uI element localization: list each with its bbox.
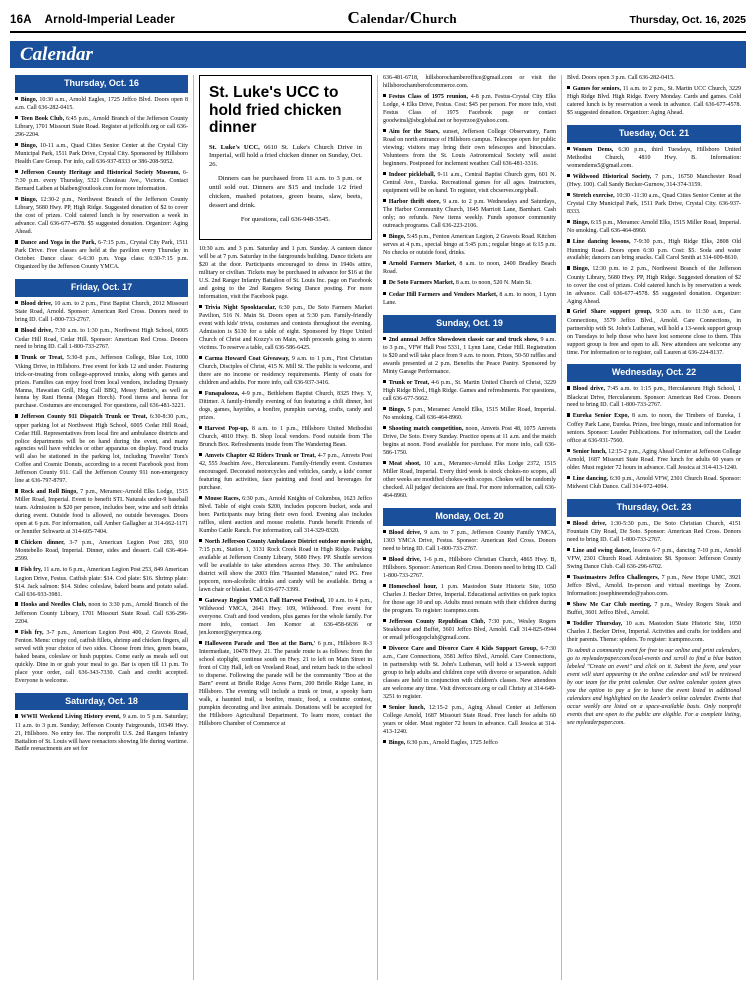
calendar-event-item <box>383 530 556 554</box>
bullet-square-icon <box>15 540 18 543</box>
bullet-square-icon <box>567 220 570 223</box>
events-list-col3-saturday <box>383 94 556 308</box>
calendar-event-item <box>15 97 188 113</box>
bullet-square-icon <box>15 567 18 570</box>
calendar-event-item <box>383 557 556 581</box>
bullet-square-icon <box>15 143 18 146</box>
event-details: 5:45 p.m., Fenton American Legion, 2 Gravois Road. Kitchen serves at 4 p.m., special bingo at 5:45 p.m.; regular bingo at 6:15 p.m. No checks or outside food, drinks. <box>383 234 556 257</box>
bullet-square-icon <box>15 97 18 100</box>
bullet-square-icon <box>199 305 202 308</box>
bullet-square-icon <box>383 407 386 410</box>
event-lead: 2nd annual Jeffco Showdown classic car and truck show, <box>388 336 539 343</box>
event-details: 6:30 p.m., De Soto Farmers Market Pavilion, 516 N. Main St. Doors open at 5:30 p.m. Family-friendly event with kids' trivia, costumes and contests throughout the evening. Admission is $130 for a table of eight. Sponsored by Hope United Church of Christ and Kozzy's on Main, with proceeds going to storm victims. To reserve a table, call 636-586-6425. <box>199 305 372 351</box>
event-lead: Homeschool hour, <box>388 584 438 591</box>
event-lead: Senior lunch, <box>572 448 607 455</box>
bullet-square-icon <box>383 646 386 649</box>
calendar-event-item <box>383 461 556 501</box>
event-lead: Trunk or Treat, <box>388 379 430 386</box>
event-lead: Line and swing dance, <box>572 547 632 554</box>
event-lead: Fish fry, <box>20 567 43 574</box>
bullet-square-icon <box>567 174 570 177</box>
event-lead: Bingo, <box>572 266 590 273</box>
calendar-event-item <box>15 630 188 686</box>
event-details: 6:30 p.m., Arnold Eagles, 1725 Jeffco <box>405 740 498 747</box>
calendar-event-item <box>199 305 372 353</box>
event-details: 7 p.m., Wesley Rogers Steak and Buffet, 3601 Jeffco Blvd., Arnold. <box>567 602 741 617</box>
calendar-event-item <box>567 521 741 545</box>
event-lead: WWII Weekend Living History event, <box>20 714 121 721</box>
bullet-square-icon <box>383 172 386 175</box>
bullet-square-icon <box>567 575 570 578</box>
calendar-event-item <box>383 619 556 643</box>
event-lead: Meat shoot, <box>388 461 421 468</box>
calendar-event-item <box>15 602 188 626</box>
event-lead: Divorce Care and Divorce Care 4 Kids Support Group, <box>388 646 538 653</box>
section-title-cap1: C <box>347 8 361 27</box>
event-lead: Line dancing lessons, <box>572 239 631 246</box>
event-details: sunset, Jefferson College Observatory, Farm Road on north entrance of Hillsboro campus. Telescope open for public viewing; visitors may bring their own telescopes and binoculars. Volunteers from the St. Louis Astronomical Society will assist beginners. Postponed for inclement weather. Call 636-481-3316. <box>383 129 556 168</box>
bullet-square-icon <box>383 337 386 340</box>
calendar-event-item <box>383 172 556 196</box>
bullet-square-icon <box>567 86 570 89</box>
bullet-square-icon <box>15 170 18 173</box>
event-lead: Bingo, <box>20 197 38 204</box>
event-lead: Bingo, <box>388 234 406 241</box>
calendar-event-item <box>383 129 556 169</box>
event-lead: Hooks and Needles Club, <box>20 602 87 609</box>
bullet-square-icon <box>383 584 386 587</box>
event-details: 9 a.m. to 7 p.m., Jefferson County Family YMCA, 1303 YMCA Drive, Festus. Sponsor: American Red Cross. Donors need to bring ID. Call 1-800-733-2767. <box>383 529 556 552</box>
day-header-thursday-23: Thursday, Oct. 23 <box>567 499 741 517</box>
column-3 <box>378 75 562 980</box>
event-details: 7 p.m., New Hope UMC, 3921 Jeffco Blvd., Arnold. In-person and virtual meetings by Zoom. Information: josephineemde@yahoo.com. <box>567 574 741 597</box>
event-lead: Blood drive, <box>572 386 605 393</box>
event-lead: Halloween Parade and 'Boo at the Barn,' <box>204 641 316 648</box>
calendar-event-item <box>15 567 188 599</box>
event-details: 12:15-2 p.m., Aging Ahead Center at Jefferson College Arnold, 1687 Missouri State Road. Free lunch for adults 60 years or older. Must register 72 hours in advance. Call Jessica at 314-413-1240. <box>567 448 741 471</box>
bullet-square-icon <box>383 280 386 283</box>
bullet-square-icon <box>383 619 386 622</box>
continued-text-col2: 10:30 a.m. and 3 p.m. Saturday and 1 p.m. Sunday. A canteen dance will be at 7 p.m. Saturday in the fairgrounds building. Dance tickets are $20 at the door. Participants encouraged to dress in 1940s attire, military or civilian. Tickets may be purchased in advance for $16 at the U.S. 2nd Ranger Infantry Battalion of St. Louis Inc. page on Facebook and going to the 2nd Rangers Swing Dance posting. For more information, visit the Facebook page. <box>199 246 372 300</box>
bullet-square-icon <box>567 602 570 605</box>
continued-text-col4: Blvd. Doors open 3 p.m. Call 636-282-0415. <box>567 75 675 81</box>
calendar-event-item <box>383 261 556 277</box>
day-header-sunday-19: Sunday, Oct. 19 <box>383 315 556 333</box>
event-lead: Trunk or Treat, <box>20 355 64 362</box>
event-details: 8 a.m. to noon, the Timbers of Eureka, 1 Coffey Park Lane, Eureka. Prizes, free bingo, music and information for seniors. Sponsor: Leader Publications. For information, call the Leader office at 636-931-7560. <box>567 413 741 444</box>
bullet-square-icon <box>567 309 570 312</box>
calendar-event-item <box>15 197 188 237</box>
calendar-event-item <box>199 598 372 638</box>
event-details: 8 a.m. to noon, 520 N. Main St. <box>454 280 532 287</box>
event-details: lessons 6-7 p.m., dancing 7-10 p.m., Arnold VFW, 2301 Church Road. Admission: $8. Sponsor: Jefferson County Swing Dance Club. Call 636-296-6702. <box>567 547 742 570</box>
event-lead: Bingo, <box>20 97 38 104</box>
bullet-square-icon <box>383 199 386 202</box>
event-details: 9 a.m. to 1 p.m., First Christian Church, Disciples of Christ, 415 N. Mill St. The public is welcome, and there are no income or residency requirements. Plenty of coats for children and adults. For more info, call 636-937-3416. <box>199 356 373 386</box>
event-lead: North Jefferson County Ambulance District outdoor movie night, <box>204 539 372 546</box>
event-lead: Grief Share support group, <box>572 309 652 316</box>
calendar-event-item <box>199 539 372 595</box>
calendar-event-item <box>383 426 556 458</box>
event-lead: Festus Class of 1975 reunion, <box>388 94 469 101</box>
event-lead: Harvest Pop-up, <box>204 426 249 433</box>
event-lead: Blood drive, <box>388 557 422 564</box>
calendar-event-item <box>567 239 741 263</box>
calendar-event-item <box>15 116 188 140</box>
event-lead: Cedar Hill Farmers and Vendors Market, <box>388 291 498 298</box>
event-details: 6:15 p.m., Meramec Arnold Elks, 1515 Miller Road, Imperial. No smoking. Call 636-464-8960. <box>567 220 741 235</box>
event-details: 7:45 a.m. to 1:15 p.m., Herculaneum High School, 1 Blackcat Drive, Herculaneum. Sponsor: American Red Cross. Donors need to bring ID. Call 1-800-733-2767. <box>567 386 742 409</box>
calendar-event-item <box>567 386 741 410</box>
calendar-event-item <box>383 646 556 702</box>
event-details: 6-7:15 p.m., Crystal City Park, 1511 Park Drive. Free classes are held at the pavilion every Thursday in October. Dance class: 6-6:30 p.m. Yoga class: 6:30-7:15 p.m. Organized by the Jefferson County YMCA. <box>15 240 188 271</box>
bullet-square-icon <box>15 414 18 417</box>
event-details: 9 a.m. to 2 p.m. Wednesdays and Saturdays, The Harbor Community Church, 1645 Marriott Lane, Barnhart. Cash only; no refunds. New items weekly. Funds sponsor community outreach programs. Call 636-223-2106. <box>383 199 556 230</box>
calendar-event-item <box>383 740 556 748</box>
event-lead: Bingo, <box>388 740 406 747</box>
calendar-event-item <box>567 575 741 599</box>
calendar-event-item <box>567 309 741 357</box>
day-header-wednesday-22: Wednesday, Oct. 22 <box>567 364 741 382</box>
bullet-square-icon <box>199 426 202 429</box>
event-lead: Arnold Farmers Market, <box>388 261 457 268</box>
calendar-event-item <box>199 356 372 388</box>
calendar-event-item <box>383 584 556 616</box>
event-details: 10 a.m. to 4 p.m., Wildwood YMCA, 2641 Hwy. 109, Wildwood. Free event for everyone. Craft and food vendors, plus games for the whole family. For more info, contact Jen Komor at 636-458-6636 or jen.komor@gwrymca.org. <box>199 598 372 637</box>
event-details: 9:30 a.m. to 11:30 a.m., Care Connections, 3579 Jeffco Blvd., Arnold. Care Connections, in partnership with St. John's Lutheran, will hold a 13-week support group on Tuesdays to help those who have lost someone close to them. This support group is free and open to all. New attendees are welcome any time. For information or to register, call Lauren at 636-224-8137. <box>567 309 741 356</box>
bullet-square-icon <box>15 240 18 243</box>
bullet-square-icon <box>15 630 18 633</box>
event-details: 3-7 p.m., American Legion Post 283, 910 Montebello Road, Imperial. Dinner, sides and dessert. Call 636-464-2599. <box>15 540 189 563</box>
bullet-square-icon <box>199 391 202 394</box>
event-lead: Dance and Yoga in the Park, <box>20 240 97 247</box>
calendar-event-item <box>15 414 188 486</box>
event-details: 10:30 a.m., Arnold Eagles, 1725 Jeffco Blvd. Doors open 8 a.m. Call 636-282-0415. <box>15 97 188 112</box>
calendar-event-item <box>383 280 556 288</box>
event-details: 12:30 p.m. to 2 p.m., Northwest Branch of the Jefferson County Library, 5680 Hwy. PP, High Ridge. Suggested donation of $2 to cover the cost of prizes. Cold catered lunch is by reservation a week in advance. Call 636-677-4578. $5 suggested donation. Organizer: Aging Ahead. <box>567 266 741 305</box>
event-details: 5 p.m., Meramec Arnold Elks, 1515 Miller Road, Imperial. No smoking. Call 636-464-8960. <box>383 406 556 421</box>
bullet-square-icon <box>383 557 386 560</box>
feature-box <box>199 75 372 240</box>
calendar-event-item <box>567 621 741 645</box>
events-list-col4-monday <box>567 86 741 118</box>
calendar-event-item <box>567 548 741 572</box>
event-lead: Blood drive, <box>20 301 53 308</box>
column-2 <box>194 75 378 980</box>
feature-headline: St. Luke's UCC to hold fried chicken dinner <box>209 84 342 136</box>
events-list-sunday-19 <box>383 337 556 501</box>
event-lead: Wildwood Historical Society, <box>572 174 652 181</box>
event-details: 9 a.m. to 3 p.m., VFW Hall Post 5331, 1 Lynn Lane, Cedar Hill. Registration is $20 and will take place from 9 a.m. to noon. Prizes, 50-50 raffles and awards presented at 2 p.m. Benefits the Peace Pantry. Sponsored by Minty Garage Performance. <box>383 336 556 375</box>
event-lead: Line dancing, <box>572 475 608 482</box>
bullet-square-icon <box>567 548 570 551</box>
calendar-event-item <box>199 641 372 729</box>
event-lead: Blood drive, <box>388 529 422 536</box>
event-lead: Jefferson County 911 Dispatch Trunk or Treat, <box>20 414 148 421</box>
event-lead: Carma Howard Coat Giveaway, <box>204 356 290 363</box>
columns-container <box>10 75 746 980</box>
event-details: 6 p.m., Hillsboro R-3 Intermediate, 10478 Hwy. 21. The parade route is as follows: from the school stoplight, continue south on Hwy. 21 to left on Main Street in front of City Hall, left on Vreeland Road, and return back to the school to disperse. Following the parade will be the community "Boo at the Barn" event at Bridle Ridge Acres Farm, 200 Bridle Ridge Lane, in Hillsboro. The evening will include a trunk or treat, a spooky barn walk, a haunted trail, a bonfire, music, food, a costume contest, pumpkin decorating and live animals. Donations will be accepted for the Hillsboro Agricultural Department. To learn more, contact the Hillsboro Chamber of Commerce at <box>199 641 372 728</box>
calendar-event-item <box>567 174 741 190</box>
calendar-event-item <box>383 199 556 231</box>
bullet-square-icon <box>567 147 570 150</box>
event-lead: Stretch exercise, <box>572 193 615 200</box>
calendar-event-item <box>15 240 188 272</box>
event-details: 8 a.m. to noon, 2400 Bradley Beach Road. <box>383 261 557 276</box>
event-details: 4-7 p.m., Amvets Post 42, 555 Joachim Ave., Herculaneum. Family-friendly event. Costumes encouraged. Decorated motorcycles and vehicles, candy, a kids' corner featuring fun activities, face painting and food and beverages for purchase. <box>199 453 373 492</box>
event-lead: Shooting match competition, <box>388 426 464 432</box>
bullet-square-icon <box>15 489 18 492</box>
calendar-event-item <box>383 94 556 126</box>
event-details: 6:30 p.m., third Tuesdays, Hillsboro United Methodist Church, 4810 Hwy. B. Information: womendems5@gmail.com. <box>567 147 742 170</box>
event-details: 11 a.m. to 6 p.m., American Legion Post 253, 849 American Legion Drive, Festus. Catfish plate: $14. Cod plate: $16. Shrimp plate: $14. Jack salmon: $14. Sides: coleslaw, baked beans and potato salad. Call 636-933-3981. <box>15 567 188 598</box>
event-details: 6:30 p.m., Arnold Knights of Columbus, 1623 Jeffco Blvd. Table of eight costs $200, includes popcorn bucket, soda and beer. Participants may bring their own food. Evening also includes raffles, silent auction and mouse roulette. Funds benefit Friends of Kumbo Cattle Ranch. For information, call 314-329-8320. <box>199 496 372 535</box>
event-details: 1:30-5:30 p.m., De Soto Christian Church, 4151 Fountain City Road, De Soto. Sponsor: American Red Cross. Donors need to bring ID. Call 1-800-733-2767. <box>567 520 741 543</box>
column-1 <box>10 75 194 980</box>
calendar-event-item <box>567 220 741 236</box>
event-details: 3-7 p.m., American Legion Post 400, 2 Gravois Road, Fenton. Menu: crispy cod, catfish fillets, shrimp and chicken fingers, all served with your choice of two sides. Choose from fries, green beans, baked beans, coleslaw or hush puppies. Come early as meals sell out quickly. Dine in or grab your meal to go. Bar is open till 11 p.m. To place your order, call 636-343-7330. Cash and credit accepted. Everyone is welcome. <box>15 629 189 684</box>
bullet-square-icon <box>567 521 570 524</box>
bullet-square-icon <box>567 266 570 269</box>
event-lead: Jefferson County Republican Club, <box>388 619 486 626</box>
bullet-square-icon <box>567 193 570 196</box>
event-details: 7-9:30 p.m., High Ridge Elks, 2808 Old Hunning Road. Doors open 6:30 p.m. Cost: $5. Soda and water available; dancers can bring snacks. Call Carol Smith at 314-609-8610. <box>567 239 741 262</box>
calendar-event-item <box>15 540 188 564</box>
bullet-square-icon <box>15 116 18 119</box>
event-details: 9 a.m. to 5 p.m. Saturday; 11 a.m. to 3 p.m. Sunday; Jefferson County Fairgrounds, 10349 Hwy. 21, Hillsboro. No entry fee. The nonprofit U.S. 2nd Rangers Infantry Battalion of St. Louis will have reenactors showing life during wartime. Battle reenactments are set for <box>15 714 188 753</box>
calendar-event-item <box>15 143 188 167</box>
calendar-event-item <box>199 391 372 423</box>
calendar-event-item <box>15 714 188 754</box>
events-list-monday-20 <box>383 530 556 749</box>
day-header-thursday-16: Thursday, Oct. 16 <box>15 75 188 93</box>
event-details: 5:30-8 p.m., Jefferson College, Blue Lot, 1000 Viking Drive, in Hillsboro. Free event for kids 12 and under. Featuring trick-or-treating from college-approved trunks, along with games and prizes. Families can enjoy food from local vendors, including Dynasty Manna, Hawaiian Grill, Hog Call BBQ, Messy Bettie's, as well as henna by Rani Henna (Megan Horch). Food items and henna for purchase. Costumes are encouraged. For questions, call 636-481-3221. <box>15 355 189 410</box>
event-lead: Trivia Night Spooktacular, <box>204 305 276 312</box>
event-details: 12:15-2 p.m., Aging Ahead Center at Jefferson College Arnold, 1687 Missouri State Road. Free lunch for adults 60 years or older. Must register 72 hours in advance. Call Jessica at 314-413-1240. <box>383 705 556 736</box>
event-lead: Fish fry, <box>20 629 44 636</box>
masthead-left <box>10 14 175 26</box>
event-lead: Bingo, <box>572 220 590 227</box>
continued-text-col3: 636-481-6718, hillsborochamberoffice@gmail.com or visit the hillsborochamberofcommerce.com. <box>383 75 556 89</box>
bullet-square-icon <box>567 239 570 242</box>
calendar-event-item <box>15 328 188 352</box>
events-list-thursday-16 <box>15 97 188 273</box>
submission-note: To submit a community event for free to our online and print calendars, go to myleaderpaper.com/local-events and scroll to find a blue button labeled "Create an event" and click on it. Submit the form, and your event will start appearing in the online calendar and will be reviewed by our team for the print calendar. Our online calendar system gives you the option to pay a fee to have the event listed in additional calendars and highlighted on the Leader's online calendar. Events that occur weekly are listed on a space-available basis. Only nonprofit events that are open to the public are eligible. For a complete listing, see myleaderpaper.com. <box>567 648 741 726</box>
bullet-square-icon <box>383 705 386 708</box>
event-lead: Senior lunch, <box>388 705 426 712</box>
event-lead: Indoor pickleball, <box>388 172 436 179</box>
section-banner: Calendar <box>10 41 746 68</box>
event-details: 7 p.m., Meramec-Arnold Elks Lodge, 1515 Miller Road, Imperial. Event to benefit STL Naturals under-9 baseball team. Admission is $20 per person, includes beer, wine and soft drinks during event. Outside food is allowed, no outside beverages. Doors open at 6 p.m. For information, call Amber Gallagher at 314-662-1171 or Jennifer Schwartz at 314-605-7404. <box>15 489 188 536</box>
section-title-main: alendar <box>360 11 405 26</box>
day-header-monday-20: Monday, Oct. 20 <box>383 508 556 526</box>
event-lead: Amvets Chapter 42 Riders Trunk or Treat, <box>204 453 316 460</box>
bullet-square-icon <box>567 413 570 416</box>
event-details: 4-9 p.m., Bethlehem Baptist Church, 8325 Hwy. Y, Dittmer. A family-friendly evening of fun featuring a chili dinner, hot dogs, games, hayrides, a bonfire, pumpkin carving, crafts, candy and prizes. <box>199 391 372 422</box>
calendar-event-item <box>567 449 741 473</box>
bullet-square-icon <box>383 234 386 237</box>
event-details: 1-6 p.m., Hillsboro Christian Church, 4865 Hwy. B, Hillsboro. Sponsor: American Red Cross. Donors need to bring ID. Call 1-800-733-2767. <box>383 557 556 579</box>
bullet-square-icon <box>15 602 18 605</box>
bullet-square-icon <box>15 197 18 200</box>
event-details: 10 a.m. to 2 p.m., First Baptist Church, 2012 Missouri State Road, Arnold. Sponsor: American Red Cross. Donors need to bring ID. Call 1-800-733-2767. <box>15 301 188 324</box>
bullet-square-icon <box>199 356 202 359</box>
masthead <box>10 8 746 33</box>
event-lead: Bingo, <box>388 406 406 413</box>
event-lead: Toastmasters Jeffco Challengers, <box>572 574 660 581</box>
bullet-square-icon <box>383 530 386 533</box>
event-details: 10 a.m. Mastodon State Historic Site, 1050 Charles J. Becker Drive, Imperial. Activities and crafts for toddlers and their parents. Theme: spiders. To register: icampmo.com. <box>567 621 741 644</box>
event-details: 12:30-2 p.m., Northwest Branch of the Jefferson County Library, 5680 Hwy. PP, High Ridge. Suggested donation of $2 to cover the cost of prizes. Cold catered lunch is by reservation a week in advance. Call 636-677-4578. $5 suggested donation. Organizer: Aging Ahead. <box>15 197 188 236</box>
section-title-slash: / <box>404 8 410 27</box>
feature-paragraph-1 <box>209 144 362 171</box>
publication-name: Arnold-Imperial Leader <box>44 14 175 26</box>
calendar-event-item <box>199 426 372 450</box>
event-lead: De Soto Farmers Market, <box>388 280 455 287</box>
event-details: 7 p.m., 16750 Manchester Road (Hwy. 100). Call Sandy Becker-Gurnow, 314-374-3159. <box>567 174 741 189</box>
day-header-friday-17: Friday, Oct. 17 <box>15 279 188 297</box>
event-details: 6:45 p.m., Arnold Branch of the Jefferson County Library, 1701 Missouri State Road. Register at jeffcolib.org or call 636-296-2204. <box>15 116 188 139</box>
event-lead: Show Me Car Club meeting, <box>572 602 652 609</box>
event-details: noon, Amvets Post 48, 1075 Amvets Drive, De Soto. Every Sunday. Practice opens at 11 a.m. and the match begins at noon. Food available for purchase. For more info, call 636-586-1750. <box>383 426 556 456</box>
bullet-square-icon <box>15 355 18 358</box>
calendar-event-item <box>567 602 741 618</box>
events-list-tuesday-21 <box>567 147 741 358</box>
bullet-square-icon <box>383 292 386 295</box>
section-title <box>348 8 457 28</box>
bullet-square-icon <box>383 94 386 97</box>
events-list-wednesday-22 <box>567 386 741 491</box>
bullet-square-icon <box>15 301 18 304</box>
event-lead: Jefferson County Heritage and Historical Society Museum, <box>20 170 181 177</box>
calendar-event-item <box>15 489 188 537</box>
calendar-event-item <box>567 413 741 445</box>
calendar-event-item <box>567 476 741 492</box>
bullet-square-icon <box>383 380 386 383</box>
event-details: 9-11 a.m., Central Baptist Church gym, 601 N. Central Ave., Eureka. Recreational games for all ages. Instructors, equipment will be on hand. To register, visit cbcserves.org/pball. <box>383 172 556 195</box>
event-details: 7:30 a.m. to 1:30 p.m., Northwest High School, 6005 Cedar Hill Road, Cedar Hill. Sponsor: American Red Cross. Donors need to bring ID. Call 1-800-733-2767. <box>15 328 188 351</box>
bullet-square-icon <box>383 461 386 464</box>
bullet-square-icon <box>567 386 570 389</box>
bullet-square-icon <box>383 261 386 264</box>
event-lead: Funapalooza, <box>204 391 240 398</box>
calendar-event-item <box>383 380 556 404</box>
section-title-cap2: C <box>409 8 423 27</box>
event-lead: Toddler Thursday, <box>572 621 623 628</box>
event-details: noon to 3:30 p.m., Arnold Branch of the Jefferson County Library, 1701 Missouri State Road. Call 636-296-2204. <box>15 602 188 625</box>
calendar-event-item <box>15 170 188 194</box>
event-details: 10 a.m., Meramec-Arnold Elks Lodge 2372, 1515 Miller Road, Imperial. Every third week is stock chokes-no scopes, all other weeks are modified chokes-with scopes. Chokes will be randomly checked. All judges' decisions are final. For more information, call 636-464-8960. <box>383 461 556 499</box>
page-number: 16A <box>10 14 32 26</box>
event-lead: Harbor thrift store, <box>388 199 441 206</box>
event-details: 6-7:30 a.m., Care Connections, 3581 Jeffco Blvd., Arnold. Care Connections, in partnership with St. John's Lutheran, will hold a 13-week support group to help adults and children cope with divorce or separation. Adult classes are held in conjunction with children's classes. New attendees are welcome any time. Visit divorcecare.org or call Christy at 314-649-3251 to register. <box>383 646 556 701</box>
event-lead: Chicken dinner, <box>20 540 65 547</box>
event-lead: Blood drive, <box>20 328 53 335</box>
events-list-col2 <box>199 305 372 729</box>
calendar-event-item <box>383 337 556 377</box>
calendar-event-item <box>567 147 741 171</box>
calendar-event-item <box>383 292 556 308</box>
calendar-event-item <box>383 705 556 737</box>
feature-p1-text: 6610 St. Luke's Church Drive in Imperial, will hold a fried chicken dinner on Sunday, Oct. 26. <box>209 143 362 169</box>
event-lead: Games for seniors, <box>572 86 621 93</box>
event-lead: Mouse Races, <box>204 496 241 503</box>
calendar-event-item <box>567 266 741 306</box>
event-lead: Women Dems, <box>572 147 614 154</box>
column-4 <box>562 75 746 980</box>
event-details: 7:30 p.m., Wesley Rogers Steakhouse and Buffet, 3601 Jeffco Blvd, Arnold. Call 314-825-0944 or email jeffcogopclub@gmail.com. <box>383 619 556 642</box>
event-details: 7:15 p.m., Station 1, 3131 Rock Creek Road in High Ridge. Parking available at Jefferson County Library, 5680 Hwy. PP. Shuttle services will be available to take attendees across Hwy. 30. The ambulance district will show the 2003 film "Haunted Mansion," rated PG. Free popcorn, non-alcoholic drinks and candy will be available. Bring a lawn chair or blanket. Call 636-677-3399. <box>199 547 372 594</box>
bullet-square-icon <box>15 328 18 331</box>
issue-date: Thursday, Oct. 16, 2025 <box>629 14 746 26</box>
bullet-square-icon <box>383 129 386 132</box>
event-lead: Eureka Senior Expo, <box>572 413 629 420</box>
day-header-saturday-18: Saturday, Oct. 18 <box>15 693 188 711</box>
calendar-event-item <box>383 407 556 423</box>
event-lead: Gateway Region YMCA Fall Harvest Festival, <box>204 598 326 605</box>
events-list-thursday-23 <box>567 521 741 646</box>
event-details: 4-8 p.m. Festus-Crystal City Elks Lodge, 4 Elks Drive, Festus. Cost: $45 per person. For more info, visit Festus Class of 1975 Facebook page or contact goodwinsl@sbcglobal.net or boyerzoe@yahoo.com. <box>383 94 556 125</box>
event-details: 10:30 -11:30 a.m., Quad Cities Senior Center at the Crystal City Municipal Park, 1511 Park Drive, Crystal City. 636-937-8333. <box>567 193 741 216</box>
event-details: 6-7:30 p.m. every Thursday, 5321 Chouteau Ave., Victoria. Contact Bernard Laiben at blaiben@outlook.com for more information. <box>15 170 189 193</box>
bullet-square-icon <box>383 740 386 743</box>
event-lead: Blood drive, <box>572 520 607 527</box>
feature-lead: St. Luke's UCC, <box>209 143 260 151</box>
event-details: 1 p.m. Mastodon State Historic Site, 1050 Charles J. Becker Drive, Imperial. Educational activities on park topics for those age 10 and up. Adults must remain with their children during the program. To register: icampmo.com. <box>383 584 557 615</box>
calendar-event-item <box>567 193 741 217</box>
bullet-square-icon <box>15 714 18 717</box>
bullet-square-icon <box>199 598 202 601</box>
event-lead: Rock and Roll Bingo, <box>20 489 78 496</box>
bullet-square-icon <box>567 476 570 479</box>
event-details: 6:30 p.m., Arnold VFW, 2301 Church Road. Sponsor: Midwest Club Dance. Call 314-972-4094. <box>567 475 742 490</box>
event-lead: Aim for the Stars, <box>388 129 440 136</box>
event-details: 4-6 p.m., St. Martin United Church of Christ, 3229 High Ridge Blvd., High Ridge. Games and refreshments. For questions, call 636-677-5662. <box>383 379 556 402</box>
event-details: 8 a.m. to noon, 1 Lynn Lane. <box>383 291 556 306</box>
calendar-event-item <box>15 301 188 325</box>
day-header-tuesday-21: Tuesday, Oct. 21 <box>567 125 741 143</box>
calendar-event-item <box>383 234 556 258</box>
bullet-square-icon <box>199 539 202 542</box>
bullet-square-icon <box>567 621 570 624</box>
event-lead: Teen Book Club, <box>20 116 65 123</box>
events-list-friday-17 <box>15 301 188 685</box>
event-details: 6:30-8:30 p.m., upper parking lot at Northwest High School, 6005 Cedar Hill Road, Cedar Hill. Representatives from local fire and ambulance districts and police departments will be on hand during the event, and many agencies will have vehicles or other apparatus on display. Food trucks will also be stationed in the parking lot, including Travelin' Tom's Coffee and Cosmic Donuts, according to a recent Facebook post from Jefferson County 911. Call the Jefferson County 911 non-emergency line at 636-797-8797. <box>15 414 189 485</box>
bullet-square-icon <box>199 641 202 644</box>
calendar-event-item <box>15 355 188 411</box>
event-lead: Bingo, <box>20 143 38 150</box>
calendar-event-item <box>567 86 741 118</box>
feature-paragraph-3: For questions, call 636-948-3545. <box>240 216 331 224</box>
bullet-square-icon <box>567 449 570 452</box>
events-list-saturday-18 <box>15 714 188 754</box>
calendar-event-item <box>199 453 372 493</box>
event-details: 8 a.m. to 1 p.m., Hillsboro United Methodist Church, 4810 Hwy. B. Shop local vendors. Food outside from The Brunch Box. Refreshments inside from The Wandering Bean. <box>199 426 373 449</box>
calendar-event-item <box>199 496 372 536</box>
event-details: 11 a.m. to 2 p.m., St. Martin UCC Church, 3229 High Ridge Blvd. High Ridge. Every Monday. Cards and games. Cold catered lunch is by reservation a week in advance. Call 636-677-4578. $5 suggested donation. Organizer: Aging Ahead. <box>567 86 742 117</box>
bullet-square-icon <box>199 496 202 499</box>
bullet-square-icon <box>383 426 386 429</box>
event-details: 10-11 a.m., Quad Cities Senior Center at the Crystal City Municipal Park, 1511 Park Drive, Crystal City. Sponsored by Hillsboro Health Care Group. For info, call 636-937-8333 or 386-208-5052. <box>15 143 188 166</box>
section-title-second: hurch <box>422 11 457 26</box>
bullet-square-icon <box>199 453 202 456</box>
feature-paragraph-2: Dinners can be purchased from 11 a.m. to 3 p.m. or until sold out. Dinners are $15 and include 1/2 fried chicken, mashed potatoes, green beans, slaw, beets, dessert and drink. <box>209 175 362 210</box>
